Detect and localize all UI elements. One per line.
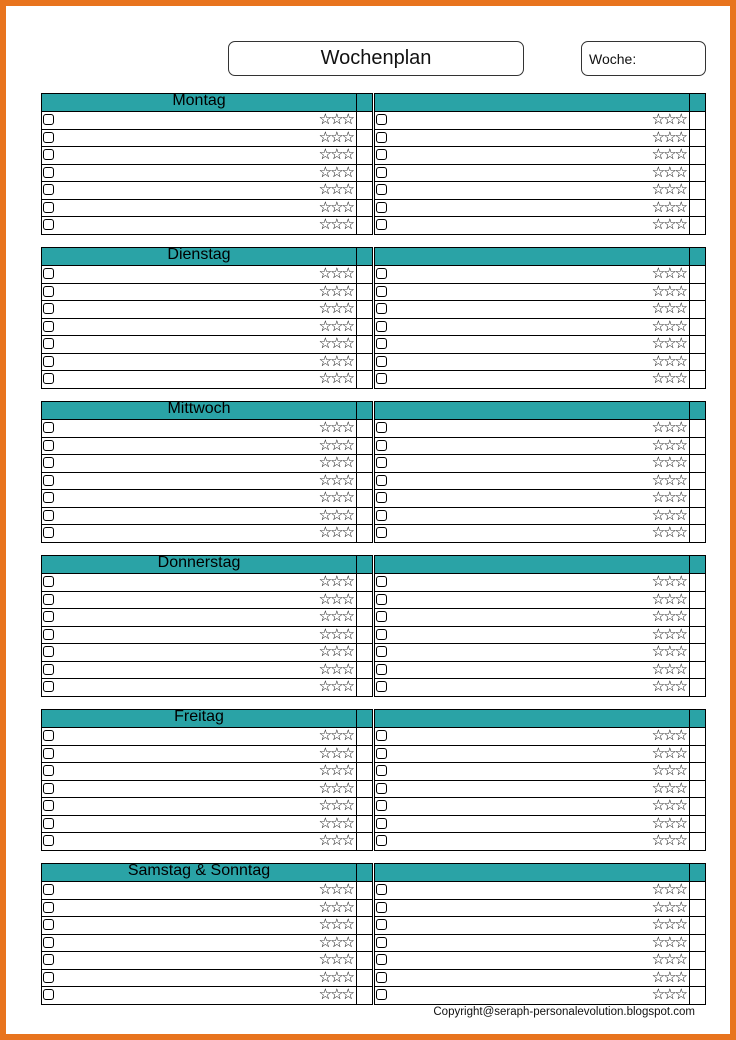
star-outline-icon[interactable]: ☆☆☆ [318, 215, 353, 233]
checkbox-icon[interactable] [43, 646, 54, 657]
column-divider [689, 266, 690, 283]
day-table-left [41, 401, 373, 543]
checkbox-icon[interactable] [376, 730, 387, 741]
checkbox-icon[interactable] [43, 475, 54, 486]
star-outline-icon[interactable]: ☆☆☆ [318, 915, 353, 933]
task-row[interactable] [42, 525, 372, 542]
star-outline-icon[interactable]: ☆☆☆ [318, 659, 353, 678]
star-outline-icon[interactable]: ☆☆☆ [651, 932, 686, 951]
column-divider [356, 798, 357, 815]
star-outline-icon[interactable]: ☆☆☆ [318, 281, 353, 300]
day-label: Mittwoch [167, 400, 231, 417]
star-outline-icon[interactable]: ☆☆☆ [318, 761, 353, 779]
star-outline-icon[interactable]: ☆☆☆ [318, 369, 353, 387]
checkbox-icon[interactable] [43, 219, 54, 230]
checkbox-icon[interactable] [43, 800, 54, 811]
task-row[interactable] [42, 217, 372, 234]
page-title-box [228, 41, 524, 76]
task-row[interactable] [42, 371, 372, 388]
copyright-text: Copyright@seraph-personalevolution.blogspot.com [433, 1006, 695, 1018]
star-outline-icon[interactable]: ☆☆☆ [318, 985, 353, 1003]
column-divider [689, 200, 690, 217]
column-divider [689, 248, 690, 265]
star-outline-icon[interactable]: ☆☆☆ [318, 624, 353, 643]
column-divider [356, 525, 357, 542]
day-label: Montag [172, 92, 226, 109]
column-divider [356, 94, 357, 111]
star-outline-icon[interactable]: ☆☆☆ [651, 659, 686, 678]
column-divider [356, 987, 357, 1004]
star-outline-icon[interactable]: ☆☆☆ [651, 677, 686, 695]
star-outline-icon[interactable]: ☆☆☆ [651, 813, 686, 832]
column-divider [356, 710, 357, 727]
column-divider [356, 402, 357, 419]
column-divider [356, 592, 357, 609]
checkbox-icon[interactable] [43, 356, 54, 367]
star-outline-icon[interactable]: ☆☆☆ [651, 197, 686, 216]
checkbox-icon[interactable] [43, 954, 54, 965]
day-label: Freitag [174, 708, 224, 725]
column-divider [356, 864, 357, 881]
star-outline-icon[interactable]: ☆☆☆ [651, 110, 686, 128]
column-divider [689, 301, 690, 318]
star-outline-icon[interactable]: ☆☆☆ [651, 264, 686, 282]
star-outline-icon[interactable]: ☆☆☆ [651, 281, 686, 300]
column-divider [356, 662, 357, 679]
star-outline-icon[interactable]: ☆☆☆ [318, 334, 353, 352]
checkbox-icon[interactable] [43, 730, 54, 741]
column-divider [356, 728, 357, 745]
star-outline-icon[interactable]: ☆☆☆ [318, 932, 353, 951]
star-outline-icon[interactable]: ☆☆☆ [651, 316, 686, 335]
day-label: Donnerstag [157, 554, 241, 571]
column-divider [356, 112, 357, 129]
column-divider [689, 94, 690, 111]
star-outline-icon[interactable]: ☆☆☆ [651, 453, 686, 471]
checkbox-icon[interactable] [43, 527, 54, 538]
checkbox-icon[interactable] [43, 510, 54, 521]
day-table-right [374, 555, 706, 697]
task-row[interactable] [375, 987, 705, 1004]
column-divider [689, 319, 690, 336]
column-divider [689, 952, 690, 969]
column-divider [689, 371, 690, 388]
day-table-right [374, 401, 706, 543]
column-divider [689, 592, 690, 609]
day-label: Dienstag [167, 246, 231, 263]
day-label: Samstag & Sonntag [127, 862, 271, 879]
column-divider [689, 662, 690, 679]
checkbox-icon[interactable] [376, 748, 387, 759]
column-divider [689, 644, 690, 661]
task-row[interactable] [42, 833, 372, 850]
star-outline-icon[interactable]: ☆☆☆ [318, 197, 353, 216]
column-divider [689, 763, 690, 780]
star-outline-icon[interactable]: ☆☆☆ [651, 880, 686, 898]
star-outline-icon[interactable]: ☆☆☆ [651, 334, 686, 352]
star-outline-icon[interactable]: ☆☆☆ [318, 880, 353, 898]
star-outline-icon[interactable]: ☆☆☆ [318, 589, 353, 608]
star-outline-icon[interactable]: ☆☆☆ [318, 950, 353, 968]
checkbox-icon[interactable] [376, 286, 387, 297]
column-divider [356, 147, 357, 164]
column-divider [356, 952, 357, 969]
checkbox-icon[interactable] [43, 884, 54, 895]
star-outline-icon[interactable]: ☆☆☆ [651, 162, 686, 181]
column-divider [356, 165, 357, 182]
column-divider [689, 473, 690, 490]
column-divider [356, 917, 357, 934]
star-outline-icon[interactable]: ☆☆☆ [318, 813, 353, 832]
star-outline-icon[interactable]: ☆☆☆ [318, 435, 353, 454]
checkbox-icon[interactable] [376, 611, 387, 622]
column-divider [356, 816, 357, 833]
star-outline-icon[interactable]: ☆☆☆ [318, 110, 353, 128]
column-divider [356, 301, 357, 318]
task-row[interactable] [375, 217, 705, 234]
column-divider [356, 336, 357, 353]
star-outline-icon[interactable]: ☆☆☆ [318, 180, 353, 198]
day-table-left [41, 555, 373, 697]
star-outline-icon[interactable]: ☆☆☆ [651, 572, 686, 590]
star-outline-icon[interactable]: ☆☆☆ [651, 796, 686, 814]
column-divider [689, 833, 690, 850]
star-outline-icon[interactable]: ☆☆☆ [651, 369, 686, 387]
day-table-right [374, 247, 706, 389]
checkbox-icon[interactable] [43, 937, 54, 948]
star-outline-icon[interactable]: ☆☆☆ [651, 624, 686, 643]
day-table-right [374, 93, 706, 235]
star-outline-icon[interactable]: ☆☆☆ [651, 299, 686, 317]
star-outline-icon[interactable]: ☆☆☆ [651, 488, 686, 506]
checkbox-icon[interactable] [376, 167, 387, 178]
column-divider [356, 900, 357, 917]
column-divider [356, 574, 357, 591]
star-outline-icon[interactable]: ☆☆☆ [318, 505, 353, 524]
column-divider [356, 490, 357, 507]
week-label: Woche: [589, 50, 637, 67]
column-divider [689, 284, 690, 301]
star-outline-icon[interactable]: ☆☆☆ [318, 831, 353, 849]
checkbox-icon[interactable] [376, 919, 387, 930]
checkbox-icon[interactable] [376, 149, 387, 160]
checkbox-icon[interactable] [376, 373, 387, 384]
checkbox-icon[interactable] [43, 919, 54, 930]
star-outline-icon[interactable]: ☆☆☆ [651, 351, 686, 370]
task-row[interactable] [42, 679, 372, 696]
day-table-left [41, 93, 373, 235]
star-outline-icon[interactable]: ☆☆☆ [651, 985, 686, 1003]
column-divider [689, 816, 690, 833]
column-divider [356, 473, 357, 490]
star-outline-icon[interactable]: ☆☆☆ [318, 264, 353, 282]
column-divider [356, 200, 357, 217]
column-divider [356, 935, 357, 952]
star-outline-icon[interactable]: ☆☆☆ [651, 418, 686, 436]
checkbox-icon[interactable] [376, 475, 387, 486]
column-divider [689, 525, 690, 542]
column-divider [689, 455, 690, 472]
checkbox-icon[interactable] [376, 972, 387, 983]
column-divider [356, 182, 357, 199]
star-outline-icon[interactable]: ☆☆☆ [651, 642, 686, 660]
column-divider [689, 710, 690, 727]
checkbox-icon[interactable] [43, 492, 54, 503]
checkbox-icon[interactable] [376, 629, 387, 640]
column-divider [689, 798, 690, 815]
star-outline-icon[interactable]: ☆☆☆ [318, 897, 353, 916]
day-table-right [374, 863, 706, 1005]
column-divider [356, 746, 357, 763]
star-outline-icon[interactable]: ☆☆☆ [651, 470, 686, 489]
star-outline-icon[interactable]: ☆☆☆ [318, 162, 353, 181]
checkbox-icon[interactable] [43, 972, 54, 983]
checkbox-icon[interactable] [43, 748, 54, 759]
column-divider [356, 970, 357, 987]
checkbox-icon[interactable] [43, 149, 54, 160]
column-divider [689, 627, 690, 644]
checkbox-icon[interactable] [43, 629, 54, 640]
checkbox-icon[interactable] [43, 422, 54, 433]
column-divider [356, 508, 357, 525]
column-divider [689, 574, 690, 591]
checkbox-icon[interactable] [43, 902, 54, 913]
checkbox-icon[interactable] [376, 338, 387, 349]
column-divider [356, 679, 357, 696]
checkbox-icon[interactable] [43, 457, 54, 468]
checkbox-icon[interactable] [376, 800, 387, 811]
column-divider [689, 420, 690, 437]
column-divider [356, 781, 357, 798]
star-outline-icon[interactable]: ☆☆☆ [651, 215, 686, 233]
column-divider [689, 438, 690, 455]
checkbox-icon[interactable] [376, 356, 387, 367]
star-outline-icon[interactable]: ☆☆☆ [651, 761, 686, 779]
checkbox-icon[interactable] [376, 303, 387, 314]
checkbox-icon[interactable] [376, 884, 387, 895]
column-divider [689, 182, 690, 199]
column-divider [356, 438, 357, 455]
column-divider [689, 746, 690, 763]
column-divider [356, 644, 357, 661]
star-outline-icon[interactable]: ☆☆☆ [651, 915, 686, 933]
day-table-left [41, 863, 373, 1005]
star-outline-icon[interactable]: ☆☆☆ [318, 418, 353, 436]
star-outline-icon[interactable]: ☆☆☆ [318, 967, 353, 986]
star-outline-icon[interactable]: ☆☆☆ [318, 778, 353, 797]
checkbox-icon[interactable] [43, 202, 54, 213]
checkbox-icon[interactable] [43, 818, 54, 829]
column-divider [356, 882, 357, 899]
task-row[interactable] [42, 987, 372, 1004]
column-divider [689, 728, 690, 745]
checkbox-icon[interactable] [43, 576, 54, 587]
checkbox-icon[interactable] [376, 422, 387, 433]
column-divider [356, 217, 357, 234]
star-outline-icon[interactable]: ☆☆☆ [318, 299, 353, 317]
column-divider [689, 508, 690, 525]
day-table-left [41, 709, 373, 851]
checkbox-icon[interactable] [376, 954, 387, 965]
checkbox-icon[interactable] [43, 184, 54, 195]
checkbox-icon[interactable] [376, 457, 387, 468]
star-outline-icon[interactable]: ☆☆☆ [318, 316, 353, 335]
checkbox-icon[interactable] [376, 937, 387, 948]
star-outline-icon[interactable]: ☆☆☆ [318, 470, 353, 489]
column-divider [689, 917, 690, 934]
star-outline-icon[interactable]: ☆☆☆ [318, 453, 353, 471]
column-divider [356, 284, 357, 301]
column-divider [356, 609, 357, 626]
column-divider [689, 490, 690, 507]
star-outline-icon[interactable]: ☆☆☆ [651, 967, 686, 986]
star-outline-icon[interactable]: ☆☆☆ [318, 488, 353, 506]
column-divider [689, 864, 690, 881]
checkbox-icon[interactable] [376, 268, 387, 279]
checkbox-icon[interactable] [376, 527, 387, 538]
star-outline-icon[interactable]: ☆☆☆ [651, 127, 686, 146]
checkbox-icon[interactable] [376, 510, 387, 521]
checkbox-icon[interactable] [376, 664, 387, 675]
checkbox-icon[interactable] [376, 681, 387, 692]
column-divider [356, 354, 357, 371]
checkbox-icon[interactable] [43, 594, 54, 605]
checkbox-icon[interactable] [376, 492, 387, 503]
checkbox-icon[interactable] [43, 765, 54, 776]
task-row[interactable] [375, 679, 705, 696]
star-outline-icon[interactable]: ☆☆☆ [318, 726, 353, 744]
checkbox-icon[interactable] [376, 219, 387, 230]
checkbox-icon[interactable] [376, 902, 387, 913]
checkbox-icon[interactable] [376, 114, 387, 125]
task-row[interactable] [375, 833, 705, 850]
checkbox-icon[interactable] [43, 303, 54, 314]
star-outline-icon[interactable]: ☆☆☆ [318, 127, 353, 146]
star-outline-icon[interactable]: ☆☆☆ [651, 589, 686, 608]
column-divider [689, 609, 690, 626]
column-divider [689, 781, 690, 798]
checkbox-icon[interactable] [376, 321, 387, 332]
checkbox-icon[interactable] [376, 594, 387, 605]
checkbox-icon[interactable] [43, 114, 54, 125]
star-outline-icon[interactable]: ☆☆☆ [651, 831, 686, 849]
star-outline-icon[interactable]: ☆☆☆ [651, 145, 686, 163]
column-divider [356, 556, 357, 573]
star-outline-icon[interactable]: ☆☆☆ [318, 677, 353, 695]
star-outline-icon[interactable]: ☆☆☆ [318, 572, 353, 590]
column-divider [689, 336, 690, 353]
column-divider [689, 217, 690, 234]
checkbox-icon[interactable] [43, 681, 54, 692]
star-outline-icon[interactable]: ☆☆☆ [651, 950, 686, 968]
checkbox-icon[interactable] [43, 611, 54, 622]
column-divider [356, 627, 357, 644]
task-row[interactable] [375, 525, 705, 542]
star-outline-icon[interactable]: ☆☆☆ [651, 435, 686, 454]
star-outline-icon[interactable]: ☆☆☆ [318, 523, 353, 541]
checkbox-icon[interactable] [376, 818, 387, 829]
star-outline-icon[interactable]: ☆☆☆ [651, 607, 686, 625]
column-divider [689, 402, 690, 419]
checkbox-icon[interactable] [376, 989, 387, 1000]
star-outline-icon[interactable]: ☆☆☆ [651, 180, 686, 198]
star-outline-icon[interactable]: ☆☆☆ [651, 523, 686, 541]
star-outline-icon[interactable]: ☆☆☆ [318, 145, 353, 163]
column-divider [356, 248, 357, 265]
checkbox-icon[interactable] [43, 321, 54, 332]
checkbox-icon[interactable] [43, 989, 54, 1000]
column-divider [356, 833, 357, 850]
day-table-left [41, 247, 373, 389]
column-divider [689, 987, 690, 1004]
star-outline-icon[interactable]: ☆☆☆ [318, 351, 353, 370]
checkbox-icon[interactable] [43, 783, 54, 794]
column-divider [689, 147, 690, 164]
checkbox-icon[interactable] [43, 338, 54, 349]
week-field[interactable] [581, 41, 706, 76]
column-divider [689, 970, 690, 987]
checkbox-icon[interactable] [43, 167, 54, 178]
column-divider [356, 130, 357, 147]
star-outline-icon[interactable]: ☆☆☆ [318, 796, 353, 814]
column-divider [689, 112, 690, 129]
column-divider [356, 371, 357, 388]
checkbox-icon[interactable] [376, 835, 387, 846]
column-divider [356, 319, 357, 336]
checkbox-icon[interactable] [43, 440, 54, 451]
star-outline-icon[interactable]: ☆☆☆ [651, 778, 686, 797]
checkbox-icon[interactable] [43, 664, 54, 675]
star-outline-icon[interactable]: ☆☆☆ [651, 743, 686, 762]
checkbox-icon[interactable] [43, 268, 54, 279]
checkbox-icon[interactable] [376, 132, 387, 143]
page-title: Wochenplan [320, 47, 432, 69]
checkbox-icon[interactable] [376, 783, 387, 794]
task-row[interactable] [375, 371, 705, 388]
checkbox-icon[interactable] [376, 184, 387, 195]
column-divider [689, 935, 690, 952]
star-outline-icon[interactable]: ☆☆☆ [318, 607, 353, 625]
column-divider [689, 556, 690, 573]
star-outline-icon[interactable]: ☆☆☆ [318, 642, 353, 660]
checkbox-icon[interactable] [43, 373, 54, 384]
column-divider [689, 165, 690, 182]
checkbox-icon[interactable] [43, 286, 54, 297]
day-table-right [374, 709, 706, 851]
column-divider [356, 763, 357, 780]
star-outline-icon[interactable]: ☆☆☆ [651, 505, 686, 524]
column-divider [689, 354, 690, 371]
column-divider [689, 679, 690, 696]
checkbox-icon[interactable] [376, 440, 387, 451]
column-divider [689, 882, 690, 899]
checkbox-icon[interactable] [376, 646, 387, 657]
column-divider [356, 420, 357, 437]
checkbox-icon[interactable] [43, 132, 54, 143]
column-divider [689, 130, 690, 147]
star-outline-icon[interactable]: ☆☆☆ [318, 743, 353, 762]
column-divider [689, 900, 690, 917]
star-outline-icon[interactable]: ☆☆☆ [651, 897, 686, 916]
star-outline-icon[interactable]: ☆☆☆ [651, 726, 686, 744]
column-divider [356, 455, 357, 472]
checkbox-icon[interactable] [43, 835, 54, 846]
column-divider [356, 266, 357, 283]
checkbox-icon[interactable] [376, 765, 387, 776]
checkbox-icon[interactable] [376, 576, 387, 587]
checkbox-icon[interactable] [376, 202, 387, 213]
